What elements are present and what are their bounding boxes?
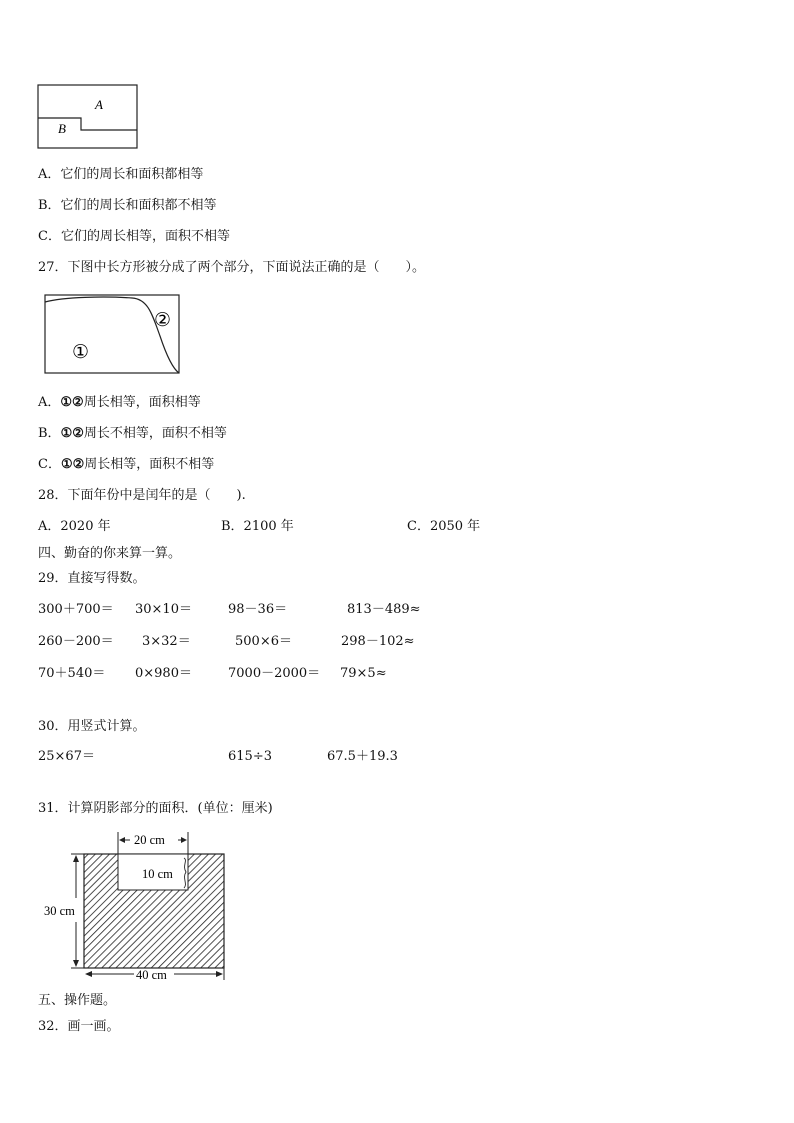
q27-label-2: ② (154, 310, 172, 331)
q26-label-a: A (95, 97, 103, 112)
q32-stem: 32．画一画。 (38, 1019, 120, 1034)
q28-stem: 28．下面年份中是闰年的是（ ). (38, 488, 246, 503)
q27-option-b-marks: ①② (60, 426, 84, 441)
q31-bottom-arrow-right (216, 971, 223, 977)
q27-option-a-letter: A． (38, 395, 61, 410)
section-4-heading: 四、勤奋的你来算一算。 (38, 546, 182, 561)
q29-r2-c1: 260－200＝ (38, 634, 114, 649)
q28-option-b[interactable]: B．2100 年 (221, 519, 294, 534)
q31-top-arrow-right (181, 837, 187, 843)
q29-r3-c3: 7000－2000＝ (228, 666, 321, 681)
q27-figure (44, 294, 182, 376)
q31-dim-top: 20 cm (134, 833, 165, 847)
q27-option-b[interactable] (38, 426, 227, 442)
q30-item-2: 615÷3 (228, 749, 272, 764)
q27-option-b-text: 周长不相等，面积不相等 (83, 426, 227, 441)
q26-label-b: B (58, 121, 66, 136)
q28-option-c[interactable]: C．2050 年 (407, 519, 481, 534)
q29-r1-c1: 300＋700＝ (38, 602, 114, 617)
q31-left-arrow-top (73, 855, 79, 862)
q28-option-a[interactable]: A．2020 年 (38, 519, 111, 534)
q31-bottom-arrow-left (85, 971, 92, 977)
q27-option-a-text: 周长相等，面积相等 (83, 395, 201, 410)
q27-option-c[interactable] (38, 457, 214, 473)
q31-top-arrow-left (119, 837, 125, 843)
q26-divider-line (38, 118, 137, 130)
q30-stem: 30．用竖式计算。 (38, 719, 146, 734)
q31-dim-bottom: 40 cm (136, 968, 167, 982)
q27-option-c-letter: C． (38, 457, 61, 472)
q27-curve (45, 297, 179, 373)
q29-r2-c3: 500×6＝ (235, 634, 292, 649)
q29-r3-c4: 79×5≈ (340, 666, 387, 681)
section-5-heading: 五、操作题。 (38, 993, 117, 1008)
q26-outer-rect (38, 85, 137, 148)
q31-dim-inner: 10 cm (142, 867, 173, 881)
q30-item-3: 67.5＋19.3 (327, 749, 398, 764)
q31-dim-left: 30 cm (44, 904, 75, 918)
q31-figure (38, 826, 232, 986)
q27-option-c-marks: ①② (60, 457, 85, 472)
q29-stem: 29．直接写得数。 (38, 571, 146, 586)
q29-r1-c2: 30×10＝ (135, 602, 192, 617)
q29-r2-c2: 3×32＝ (142, 634, 191, 649)
q27-option-a-marks: ①② (60, 395, 84, 410)
q29-r2-c4: 298－102≈ (341, 634, 415, 649)
q27-stem: 27．下图中长方形被分成了两个部分，下面说法正确的是（ ）。 (38, 260, 426, 275)
q27-label-1: ① (72, 342, 90, 363)
q27-option-c-text: 周长相等，面积不相等 (84, 457, 215, 472)
q29-r1-c3: 98－36＝ (228, 602, 288, 617)
q26-figure (37, 84, 139, 150)
q27-option-b-letter: B． (38, 426, 61, 441)
q31-left-arrow-bottom (73, 960, 79, 967)
q29-r1-c4: 813－489≈ (347, 602, 421, 617)
q30-item-1: 25×67＝ (38, 749, 95, 764)
q29-r3-c2: 0×980＝ (135, 666, 192, 681)
q26-option-c[interactable]: C．它们的周长相等，面积不相等 (38, 229, 230, 244)
q31-stem: 31．计算阴影部分的面积．(单位：厘米) (38, 801, 273, 816)
q26-option-b[interactable]: B．它们的周长和面积都不相等 (38, 198, 217, 213)
q29-r3-c1: 70＋540＝ (38, 666, 106, 681)
q27-option-a[interactable] (38, 395, 201, 411)
q26-option-a[interactable]: A．它们的周长和面积都相等 (38, 167, 204, 182)
